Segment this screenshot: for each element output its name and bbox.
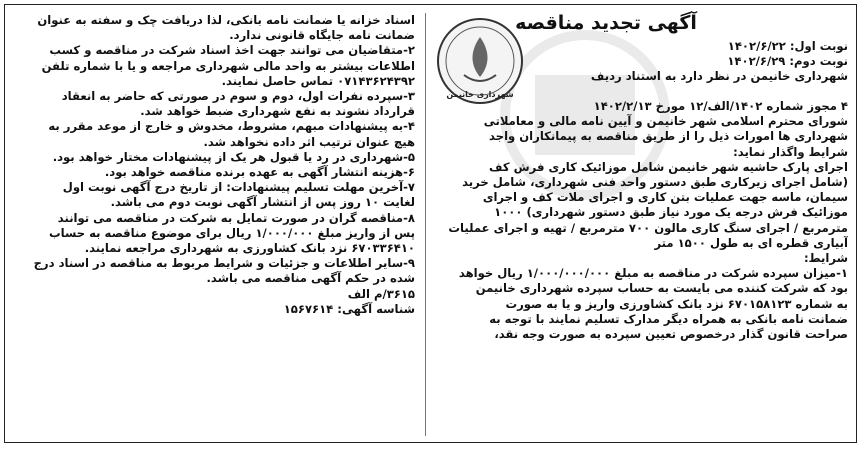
left-text-line: ۳۶۱۵/م الف [347,286,415,301]
right-text-line: شهرداری ها امورات ذیل را از طریق مناقصه به پیمانکاران واجد [489,129,848,144]
left-text-line: ۵-شهرداری در رد یا قبول هر یک از پیشنهادات مختار خواهد بود. [52,149,415,164]
right-text-line: صراحت قانون گذار درخصوص تعیین سپرده به صورت وجه نقد، [494,327,848,342]
left-text-line: شده در حکم آگهی مناقصه می باشد. [206,271,415,286]
left-text-line: ۰۷۱۴۳۶۲۴۳۹۲ تماس حاصل نمایند. [221,73,415,88]
right-text-line: اجرای پارک حاشیه شهر خانیمن شامل موزائیک کاری فرش کف [489,159,848,174]
right-text-line: موزائیک فرش درجه یک مورد نیاز طبق دستور شهرداری) ۱۰۰۰ [494,205,848,220]
second-round-date: نوبت دوم: ۱۴۰۲/۶/۲۹ [727,54,848,69]
left-text-line: ضمانت نامه جایگاه قانونی ندارد. [229,28,415,43]
left-text-line: ۶-هزینه انتشار آگهی به عهده برنده مناقصه خواهد بود. [104,165,415,180]
notice-frame [4,4,857,443]
right-text-line: مترمربع / اجرای سنگ کاری مالون ۷۰۰ مترمربع / تهیه و اجرای عملیات [448,220,848,235]
left-column [13,13,415,317]
right-text-line: به شماره ۶۷۰۱۵۸۱۲۳ نزد بانک کشاورزی واریز و یا به صورت [505,296,848,311]
left-text-line: لغایت ۱۰ روز پس از انتشار آگهی نوبت دوم می باشد. [110,195,415,210]
left-text-line: ۸-مناقصه گران در صورت تمایل به شرکت در مناقصه می توانند [57,210,415,225]
left-text-line: ۹-سایر اطلاعات و جزئیات و شرایط مربوط به مناقصه در اسناد درج [33,256,415,271]
right-text-line: شرایط واگذار نماید: [733,144,848,159]
left-text-line: ۲-متقاضیان می توانند جهت اخذ اسناد شرکت در مناقصه و کسب [49,43,415,58]
right-text-line: بود که شرکت کننده می بایست به حساب سپرده شهرداری خانیمن [475,281,848,296]
right-text-line: ۴ مجوز شماره ۱۴۰۲/الف/۱۲ مورخ ۱۴۰۲/۲/۱۳ [593,99,848,113]
right-text-line: آبیاری قطره ای به طول ۱۵۰۰ متر [654,235,848,250]
right-column [424,11,848,342]
header-row [424,39,848,99]
right-text-line: ۱-میزان سپرده شرکت در مناقصه به مبلغ ۱/۰۰۰/۰۰۰/۰۰۰ ریال خواهد [458,266,848,281]
right-text-line: (شامل اجرای زیرکاری طبق دستور واحد فنی شهرداری، شامل خرید [462,175,848,190]
intro-line: شهرداری خانیمن در نظر دارد به استناد ردیف [590,69,848,84]
left-body-text [13,13,415,317]
left-text-line: ۳-سپرده نفرات اول، دوم و سوم در صورتی که حاضر به انعقاد [61,89,415,104]
municipality-logo [434,15,526,107]
left-text-line: ۶۷۰۳۳۶۴۱۰ نزد بانک کشاورزی به شهرداری مراجعه نمایند. [84,241,415,256]
right-text-line: شورای محترم اسلامی شهر خانیمن و آیین نامه مالی و معاملاتی [483,114,848,129]
left-text-line: ۴-به پیشنهادات مبهم، مشروط، مخدوش و خارج از موعد مقرر به [48,119,415,134]
logo-text: شهرداری خانیمن [446,90,514,99]
left-text-line: شناسه آگهی: ۱۵۶۷۶۱۴ [283,301,415,316]
right-text-line: ضمانت نامه بانکی به همراه دیگر مدارک تسلیم نمایند با توجه به [489,311,848,326]
right-text-line: شرایط: [804,251,848,266]
right-body-text [424,99,848,342]
left-text-line: قرارداد نشوند به نفع شهرداری ضبط خواهد شد. [140,104,415,119]
header-text [548,39,848,85]
first-round-date: نوبت اول: ۱۴۰۲/۶/۲۲ [727,39,848,53]
left-text-line: هیچ عنوان ترتیب اثر داده نخواهد شد. [203,134,415,149]
right-text-line: سیمان، ماسه جهت عملیات بتن کاری و اجرای ملات کف و اجرای [482,190,848,205]
left-text-line: ۷-آخرین مهلت تسلیم پیشنهادات: از تاریخ درج آگهی نوبت اول [62,180,415,195]
notice-title: آگهی تجدید مناقصه [515,12,697,34]
left-text-line: پس از واریز مبلغ ۱/۰۰۰/۰۰۰ ریال برای موضوع مناقصه به حساب [48,225,415,240]
left-text-line: اطلاعات بیشتر به واحد مالی شهرداری مراجعه و یا با شماره تلفن [41,58,415,73]
left-text-line: اسناد خزانه یا ضمانت نامه بانکی، لذا دریافت چک و سفته به عنوان [37,13,415,27]
